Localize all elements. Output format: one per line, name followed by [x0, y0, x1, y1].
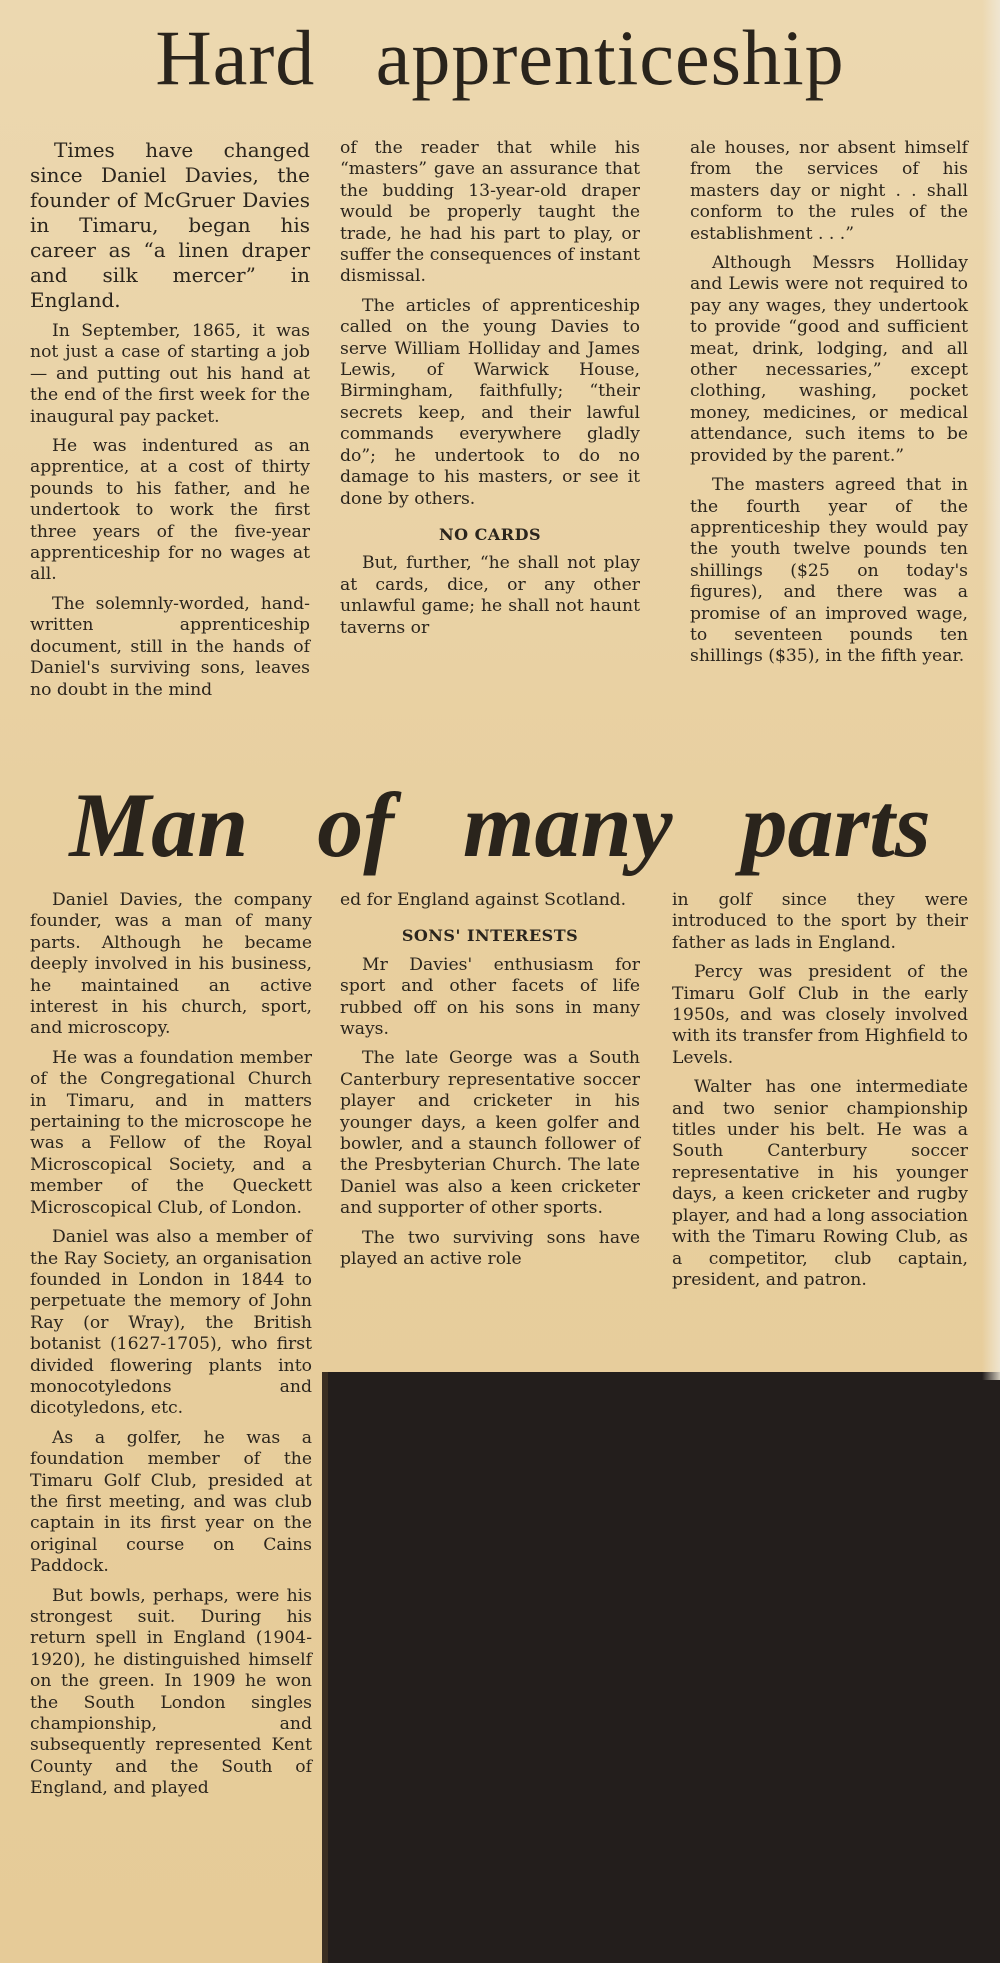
paragraph: The late George was a South Canterbury representative soccer player and cricketer in his younger days, a keen golfer and bowler, and a staunch follower of the Presbyterian Church. The late Daniel was also a keen cricketer and supporter of other sports.	[340, 1048, 640, 1219]
paragraph: But bowls, perhaps, were his strongest suit. During his return spell in England (1904-1920), he distinguished himself on the green. In 1909 he won the South London singles championship, and subsequently represented Kent County and the South of England, and played	[30, 1585, 312, 1799]
subheading-sons-interests: SONS' INTERESTS	[401, 926, 579, 946]
paragraph: in golf since they were introduced to the sport by their father as lads in England.	[672, 890, 968, 953]
dark-background-area	[322, 1372, 1000, 1963]
paragraph: ale houses, nor absent himself from the services of his masters day or night . . shall conform to the rules of the establishment . . .”	[690, 138, 968, 244]
paragraph: The articles of apprenticeship called on the young Davies to serve William Holliday and James Lewis, of Warwick House, Birmingham, faithfully; “their secrets keep, and their lawful commands everywhere gladly do”; he undertook to do no damage to his masters, or see it done by others.	[340, 295, 640, 509]
paragraph: Daniel Davies, the company founder, was a man of many parts. Although he became deeply involved in his business, he maintained an active interest in his church, sport, and microscopy.	[30, 890, 312, 1039]
paragraph: Mr Davies' enthusiasm for sport and other facets of life rubbed off on his sons in many ways.	[340, 954, 640, 1040]
paragraph: But, further, “he shall not play at cards, dice, or any other unlawful game; he shall not haunt taverns or	[340, 553, 640, 638]
article1-column-1	[30, 138, 310, 709]
paragraph: The solemnly-worded, hand-written apprenticeship document, still in the hands of Daniel's surviving sons, leaves no doubt in the mind	[30, 593, 310, 700]
paragraph: He was a foundation member of the Congregational Church in Timaru, and in matters pertaining to the microscope he was a Fellow of the Royal Microscopical Society, and a member of the Queckett Microscopical Club, of London.	[30, 1047, 312, 1218]
paragraph: The two surviving sons have played an active role	[340, 1227, 640, 1270]
article2-column-1	[30, 890, 312, 1808]
headline-man-of-many-parts: Man of many parts	[69, 774, 931, 876]
headline-hard-apprenticeship: Hard apprenticeship	[155, 14, 845, 101]
paragraph: As a golfer, he was a foundation member of the Timaru Golf Club, presided at the first meeting, and was club captain in its first year on the original course on Cains Paddock.	[30, 1427, 312, 1577]
paragraph: The masters agreed that in the fourth year of the apprenticeship they would pay the youth twelve pounds ten shillings ($25 on today's figures), and there was a promise of an improved wage, to seventeen pounds ten shillings ($35), in the fifth year.	[690, 475, 968, 667]
subheading-no-cards: NO CARDS	[438, 524, 541, 544]
article2-column-3	[672, 890, 968, 1299]
article1-column-2	[340, 138, 640, 647]
paragraph: In September, 1865, it was not just a case of starting a job — and putting out his hand at the end of the first week for the inaugural pay packet.	[30, 321, 310, 427]
paragraph: Percy was president of the Timaru Golf Club in the early 1950s, and was closely involved with its transfer from Highfield to Levels.	[672, 962, 968, 1068]
paragraph: Daniel was also a member of the Ray Society, an organisation founded in London in 1844 to perpetuate the memory of John Ray (or Wray), the British botanist (1627-1705), who first divided flowering plants into monocotyledons and dicotyledons, etc.	[30, 1227, 312, 1419]
paragraph: ed for England against Scotland.	[340, 890, 627, 910]
article1-column-3	[690, 138, 968, 676]
paragraph: of the reader that while his “masters” gave an assurance that the budding 13-year-old draper would be properly taught the trade, he had his part to play, or suffer the consequences of instant dismissal.	[340, 138, 640, 287]
paragraph: Although Messrs Holliday and Lewis were not required to pay any wages, they undertook to provide “good and sufficient meat, drink, lodging, and all other necessaries,” except clothing, washing, pocket money, medicines, or medical attendance, such items to be provided by the parent.”	[690, 253, 968, 466]
article2-column-2	[340, 890, 640, 1279]
paragraph: Times have changed since Daniel Davies, the founder of McGruer Davies in Timaru, began his career as “a linen draper and silk mercer” in England.	[30, 138, 310, 312]
paragraph: Walter has one intermediate and two senior championship titles under his belt. He was a South Canterbury soccer representative in his younger days, a keen cricketer and rugby player, and had a long association with the Timaru Rowing Club, as a competitor, club captain, president, and patron.	[672, 1077, 968, 1290]
paragraph: He was indentured as an apprentice, at a cost of thirty pounds to his father, and he undertook to work the first three years of the five-year apprenticeship for no wages at all.	[30, 436, 310, 585]
